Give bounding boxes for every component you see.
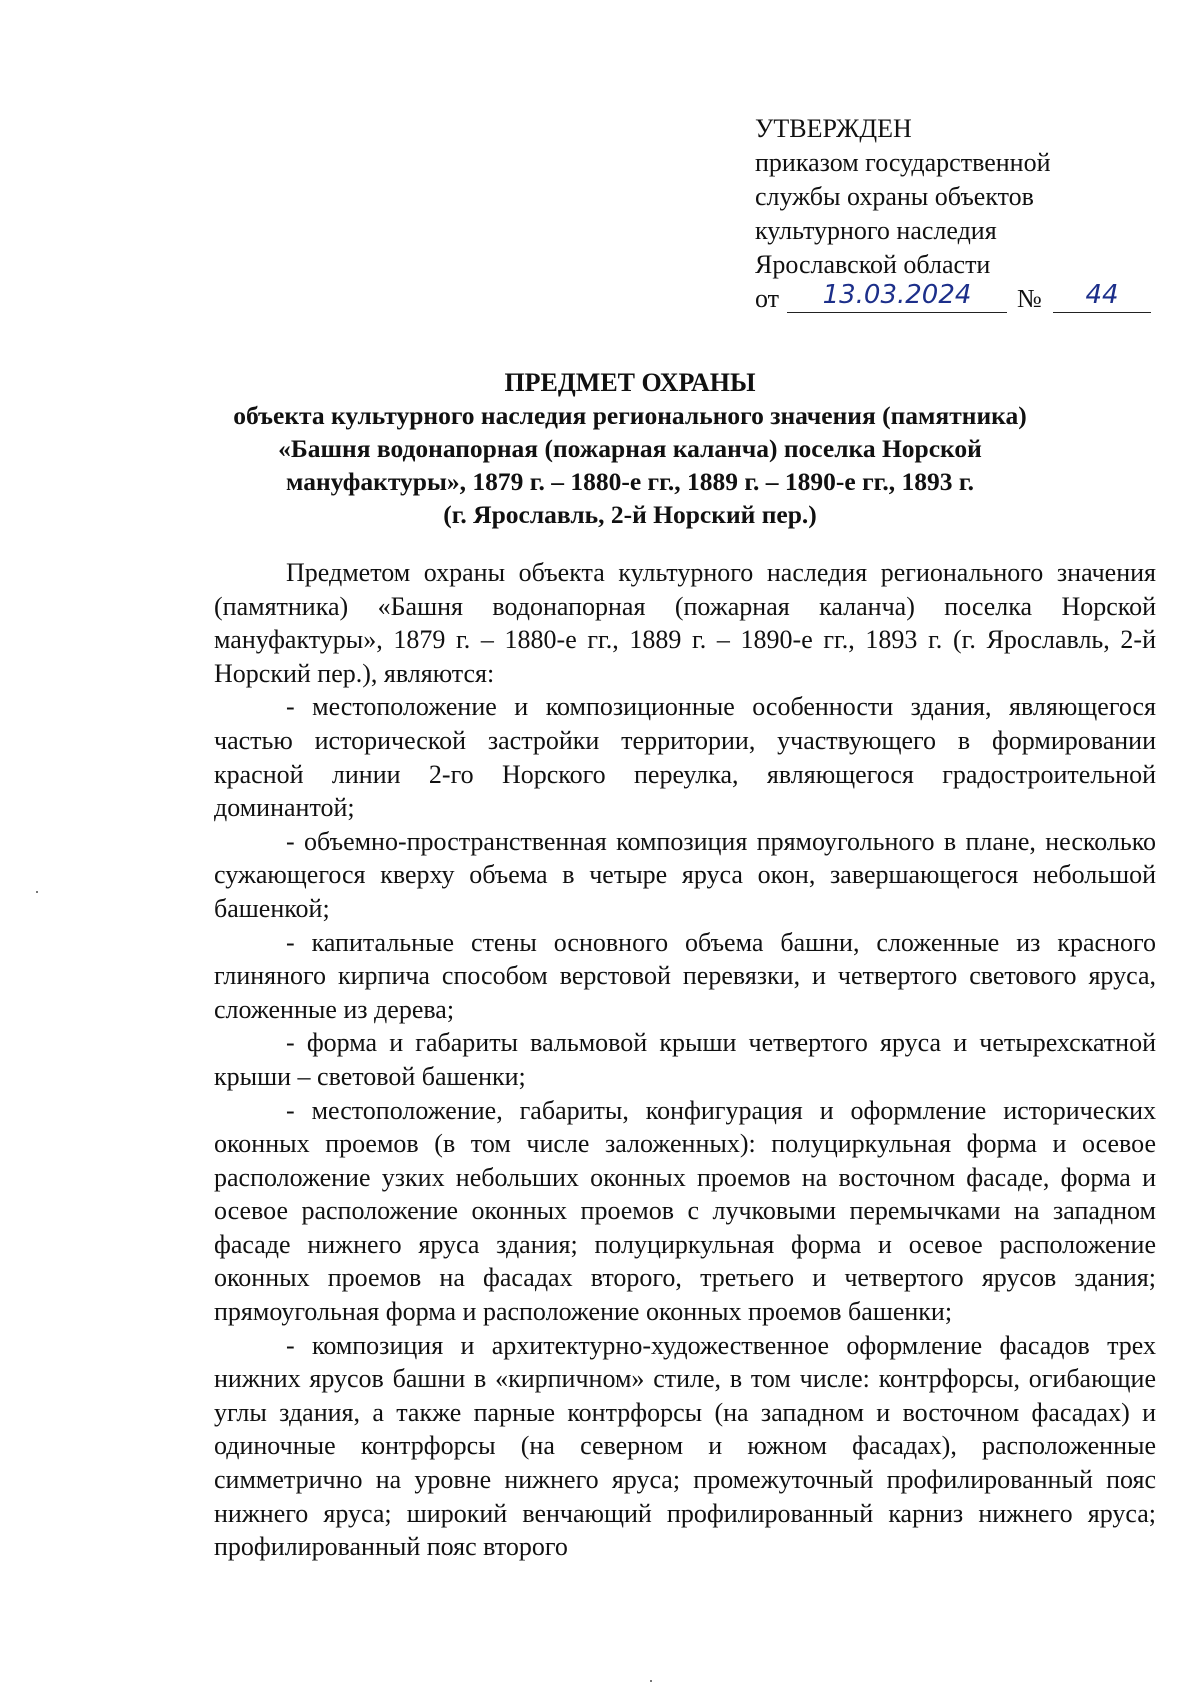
approval-line: Ярославской области: [755, 250, 991, 279]
title-line: (г. Ярославль, 2-й Норский пер.): [443, 500, 817, 529]
approval-heading: УТВЕРЖДЕН: [755, 114, 912, 143]
order-date-number-row: [755, 282, 1135, 316]
number-prefix: №: [1017, 284, 1042, 313]
protected-item: - объемно-пространственная композиция прямоугольного в плане, несколько сужающегося кверху объема в четыре яруса окон, завершающегося небольшой башенкой;: [214, 826, 1156, 923]
protected-item: - форма и габариты вальмовой крыши четвертого яруса и четырехскатной крыши – световой башенки;: [214, 1028, 1156, 1091]
document-body: [214, 556, 1156, 1564]
protected-item: - капитальные стены основного объема башни, сложенные из красного глиняного кирпича способом верстовой перевязки, и четвертого светового яруса, сложенные из дерева;: [214, 927, 1156, 1024]
protected-item: - местоположение и композиционные особенности здания, являющегося частью исторической застройки территории, участвующего в формировании красной линии 2-го Норского переулка, являющегося градостроительной доминантой;: [214, 692, 1156, 823]
title-line: ПРЕДМЕТ ОХРАНЫ: [504, 368, 756, 397]
order-number-handwritten: 44: [1053, 282, 1151, 313]
title-line: мануфактуры», 1879 г. – 1880-е гг., 1889 г. – 1890-е гг., 1893 г.: [286, 467, 974, 496]
scan-speck: [36, 891, 38, 893]
protected-item: - местоположение, габариты, конфигурация и оформление исторических оконных проемов (в том числе заложенных): полуциркульная форма и осевое расположение узких небольших оконных проемов на восточном фасаде, форма и осевое расположение оконных проемов с лучковыми перемычками на западном фасаде нижнего яруса здания; полуциркульная форма и осевое расположение оконных проемов на фасадах второго, третьего и четвертого ярусов здания; прямоугольная форма и расположение оконных проемов башенки;: [214, 1095, 1156, 1327]
approval-line: культурного наследия: [755, 216, 997, 245]
intro-paragraph: Предметом охраны объекта культурного наследия регионального значения (памятника) «Башня водонапорная (пожарная каланча) поселка Норской мануфактуры», 1879 г. – 1880-е гг., 1889 г. – 1890-е гг., 1893 г. (г. Ярославль, 2-й Норский пер.), являются:: [214, 558, 1156, 688]
title-line: «Башня водонапорная (пожарная каланча) поселка Норской: [278, 434, 982, 463]
title-line: объекта культурного наследия регионального значения (памятника): [233, 401, 1027, 430]
approval-line: службы охраны объектов: [755, 182, 1034, 211]
protected-item: - композиция и архитектурно-художественное оформление фасадов трех нижних ярусов башни в «кирпичном» стиле, в том числе: контрфорсы, огибающие углы здания, а также парные контрфорсы (на западном и восточном фасадах) и одиночные контрфорсы (на северном и южном фасадах), расположенные симметрично на уровне нижнего яруса; промежуточный профилированный пояс нижнего яруса; широкий венчающий профилированный карниз нижнего яруса; профилированный пояс второго: [214, 1330, 1156, 1562]
order-date-handwritten: 13.03.2024: [787, 282, 1007, 313]
approval-stamp: [755, 112, 1135, 316]
scan-speck: [650, 1680, 652, 1682]
date-prefix: от: [755, 284, 780, 313]
document-title: [200, 366, 1060, 531]
approval-line: приказом государственной: [755, 148, 1051, 177]
